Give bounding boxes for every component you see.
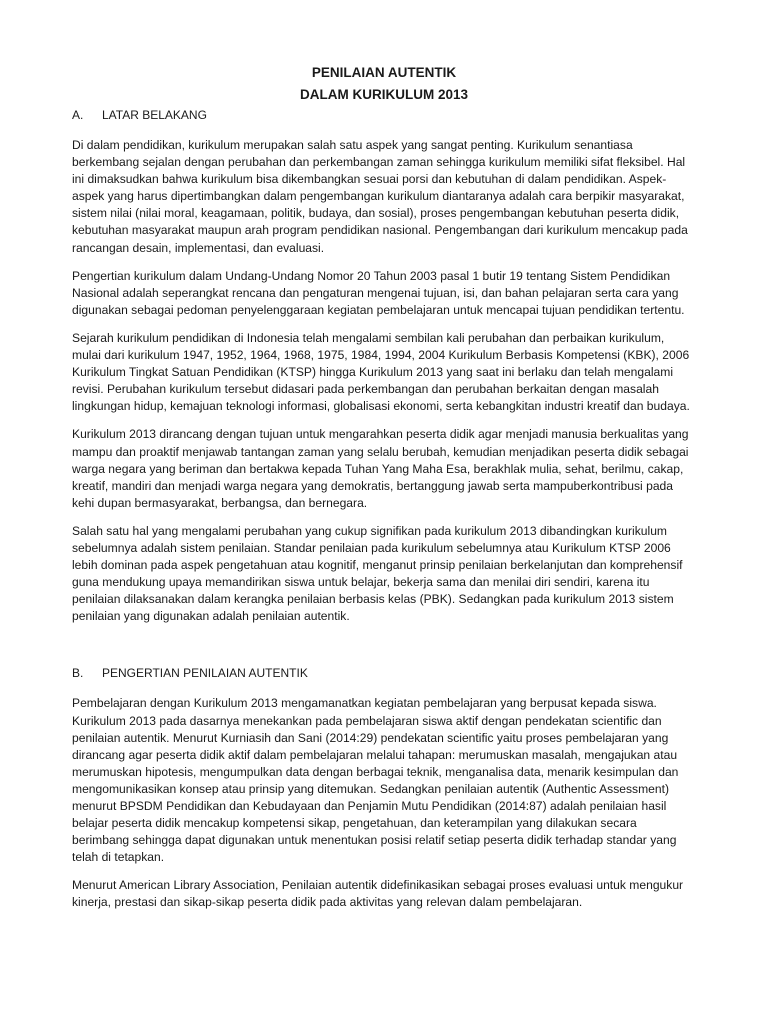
- section-a-paragraph-1: Di dalam pendidikan, kurikulum merupakan salah satu aspek yang sangat penting. Kurikulum senantiasa berkembang sejalan dengan perubahan dan perkembangan zaman sehingga kurikulum memiliki sifat fleksibel. Hal ini dimaksudkan bahwa kurikulum bisa dikembangkan sesuai porsi dan kebutuhan di dalam pendidikan. Aspek-aspek yang harus dipertimbangkan dalam pengembangan kurikulum diantaranya adalah cara berpikir masyarakat, sistem nilai (nilai moral, keagamaan, politik, budaya, dan sosial), proses pengembangan kebutuhan peserta didik, kebutuhan masyarakat maupun arah program pendidikan nasional. Pengembangan dari kurikulum mencakup pada rancangan desain, implementasi, dan evaluasi.: [72, 138, 688, 255]
- section-b-paragraph-1: Pembelajaran dengan Kurikulum 2013 mengamanatkan kegiatan pembelajaran yang berpusat kepada siswa. Kurikulum 2013 pada dasarnya menekankan pada pembelajaran siswa aktif dengan pendekatan scientific dan penilaian autentik. Menurut Kurniasih dan Sani (2014:29) pendekatan scientific yaitu proses pembelajaran yang dirancang agar peserta didik aktif dalam pembelajaran melalui tahapan: merumuskan masalah, mengajukan atau merumuskan hipotesis, mengumpulkan data dengan berbagai teknik, menganalisa data, menarik kesimpulan dan mengomunikasikan konsep atau prinsip yang ditemukan. Sedangkan penilaian autentik (Authentic Assessment) menurut BPSDM Pendidikan dan Kebudayaan dan Penjamin Mutu Pendidikan (2014:87) adalah penilaian hasil belajar peserta didik mencakup kompetensi sikap, pengetahuan, dan keterampilan yang dilakukan secara berimbang sehingga dapat digunakan untuk menentukan posisi relatif setiap peserta didik terhadap standar yang telah di tetapkan.: [72, 696, 679, 865]
- section-a-title: LATAR BELAKANG: [102, 108, 207, 122]
- section-a-paragraph-4: Kurikulum 2013 dirancang dengan tujuan untuk mengarahkan peserta didik agar menjadi manusia berkualitas yang mampu dan proaktif menjawab tantangan zaman yang selalu berubah, kemudian menjadikan peserta didik sebagai warga negara yang beriman dan bertakwa kepada Tuhan Yang Maha Esa, berakhlak mulia, sehat, berilmu, cakap, kreatif, mandiri dan menjadi warga negara yang demokratis, bertanggung jawab serta mampuberkontribusi pada kehi dupan bermasyarakat, berbangsa, dan bernegara.: [72, 427, 689, 510]
- section-b-title: PENGERTIAN PENILAIAN AUTENTIK: [102, 666, 308, 681]
- section-a-heading: [72, 107, 696, 123]
- section-a-paragraph-2: Pengertian kurikulum dalam Undang-Undang Nomor 20 Tahun 2003 pasal 1 butir 19 tentang Sistem Pendidikan Nasional adalah seperangkat rencana dan pengaturan mengenai tujuan, isi, dan bahan pelajaran serta cara yang digunakan sebagai pedoman penyelenggaraan kegiatan pembelajaran untuk mencapai tujuan pendidikan tertentu.: [72, 268, 685, 317]
- section-a-number: A.: [72, 108, 84, 122]
- document-title-line-1: PENILAIAN AUTENTIK: [311, 65, 457, 80]
- section-a-paragraph-3: Sejarah kurikulum pendidikan di Indonesia telah mengalami sembilan kali perubahan dan perbaikan kurikulum, mulai dari kurikulum 1947, 1952, 1964, 1968, 1975, 1984, 1994, 2004 Kurikulum Berbasis Kompetensi (KBK), 2006 Kurikulum Tingkat Satuan Pendidikan (KTSP) hingga Kurikulum 2013 yang saat ini berlaku dan telah mengalami revisi. Perubahan kurikulum tersebut didasari pada perkembangan dan perubahan berkaitan dengan masalah lingkungan hidup, kemajuan teknologi informasi, globalisasi ekonomi, serta kebangkitan industri kreatif dan budaya.: [72, 330, 690, 414]
- document-title-line-2: DALAM KURIKULUM 2013: [299, 87, 468, 102]
- section-b-paragraph-2: Menurut American Library Association, Penilaian autentik didefinikasikan sebagai proses evaluasi untuk mengukur kinerja, prestasi dan sikap-sikap peserta didik pada aktivitas yang relevan dalam pembelajaran.: [72, 878, 684, 910]
- section-a-paragraph-5: Salah satu hal yang mengalami perubahan yang cukup signifikan pada kurikulum 2013 dibandingkan kurikulum sebelumnya adalah sistem penilaian. Standar penilaian pada kurikulum sebelumnya atau Kurikulum KTSP 2006 lebih dominan pada aspek pengetahuan atau kognitif, menganut prinsip penilaian berkelanjutan dan komprehensif guna mendukung upaya memandirikan siswa untuk belajar, bekerja sama dan menilai diri sendiri, karena itu penilaian dilaksanakan dalam kerangka penilaian berbasis kelas (PBK). Sedangkan pada kurikulum 2013 sistem penilaian yang digunakan adalah penilaian autentik.: [72, 523, 683, 624]
- section-b-number: B.: [72, 666, 84, 681]
- section-b-heading: [72, 665, 696, 681]
